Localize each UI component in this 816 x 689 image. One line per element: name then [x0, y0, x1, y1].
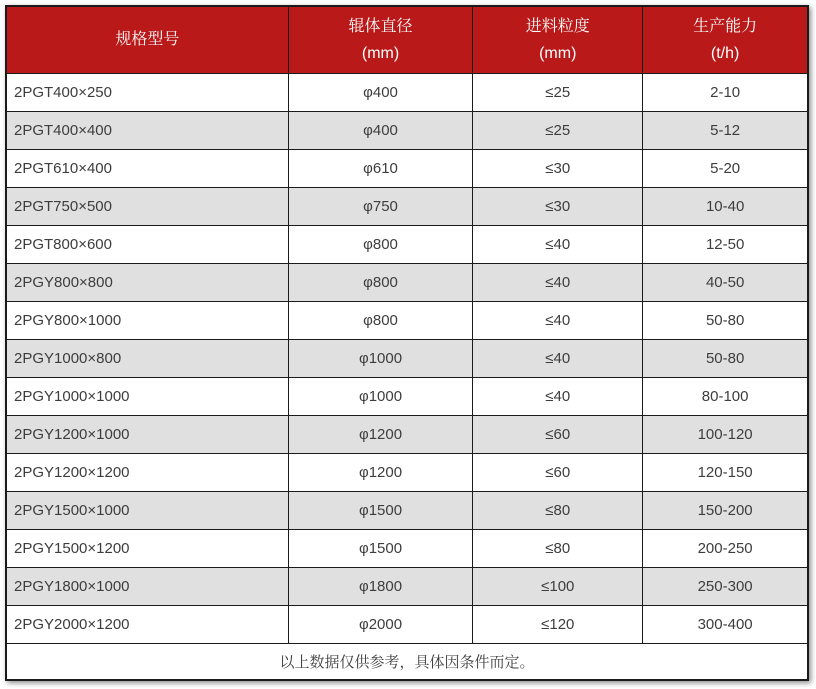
- header-row: [6, 6, 808, 73]
- feed-size-cell: ≤80: [473, 491, 643, 529]
- spec-table: [5, 5, 809, 681]
- table-footer: [6, 643, 808, 680]
- diameter-cell: φ1500: [288, 491, 472, 529]
- table-row: [6, 415, 808, 453]
- header-diameter-unit: (mm): [361, 44, 400, 62]
- header-feed-size-label: 进料粒度: [525, 17, 590, 35]
- diameter-cell: φ2000: [288, 605, 472, 643]
- header-capacity-unit: (t/h): [710, 44, 740, 62]
- capacity-cell: 50-80: [643, 339, 808, 377]
- capacity-cell: 100-120: [643, 415, 808, 453]
- model-cell: 2PGY800×800: [6, 263, 288, 301]
- table-row: [6, 225, 808, 263]
- feed-size-cell: ≤40: [473, 339, 643, 377]
- footer-row: [6, 643, 808, 680]
- capacity-cell: 5-20: [643, 149, 808, 187]
- table-row: [6, 453, 808, 491]
- feed-size-cell: ≤40: [473, 377, 643, 415]
- model-cell: 2PGY800×1000: [6, 301, 288, 339]
- model-cell: 2PGT400×250: [6, 73, 288, 111]
- capacity-cell: 80-100: [643, 377, 808, 415]
- table-row: [6, 263, 808, 301]
- model-cell: 2PGY1500×1000: [6, 491, 288, 529]
- capacity-cell: 12-50: [643, 225, 808, 263]
- table-row: [6, 605, 808, 643]
- model-cell: 2PGT750×500: [6, 187, 288, 225]
- model-cell: 2PGY1800×1000: [6, 567, 288, 605]
- header-model: [6, 6, 288, 73]
- feed-size-cell: ≤60: [473, 415, 643, 453]
- capacity-cell: 5-12: [643, 111, 808, 149]
- feed-size-cell: ≤60: [473, 453, 643, 491]
- feed-size-cell: ≤30: [473, 149, 643, 187]
- table-row: [6, 187, 808, 225]
- capacity-cell: 50-80: [643, 301, 808, 339]
- diameter-cell: φ1000: [288, 377, 472, 415]
- diameter-cell: φ400: [288, 73, 472, 111]
- diameter-cell: φ1800: [288, 567, 472, 605]
- feed-size-cell: ≤25: [473, 73, 643, 111]
- diameter-cell: φ400: [288, 111, 472, 149]
- model-cell: 2PGY1200×1000: [6, 415, 288, 453]
- feed-size-cell: ≤120: [473, 605, 643, 643]
- capacity-cell: 300-400: [643, 605, 808, 643]
- model-cell: 2PGY2000×1200: [6, 605, 288, 643]
- table-row: [6, 73, 808, 111]
- table-row: [6, 339, 808, 377]
- footer-note: 以上数据仅供参考，具体因条件而定。: [6, 643, 808, 680]
- feed-size-cell: ≤40: [473, 301, 643, 339]
- feed-size-cell: ≤30: [473, 187, 643, 225]
- table-header: [6, 6, 808, 73]
- table-row: [6, 567, 808, 605]
- model-cell: 2PGT610×400: [6, 149, 288, 187]
- capacity-cell: 250-300: [643, 567, 808, 605]
- header-feed-size-unit: (mm): [539, 44, 577, 62]
- header-diameter-label: 辊体直径: [348, 17, 413, 35]
- table-row: [6, 149, 808, 187]
- header-model-label: 规格型号: [115, 31, 180, 49]
- table-row: [6, 301, 808, 339]
- feed-size-cell: ≤25: [473, 111, 643, 149]
- table-row: [6, 377, 808, 415]
- feed-size-cell: ≤40: [473, 225, 643, 263]
- model-cell: 2PGT400×400: [6, 111, 288, 149]
- capacity-cell: 200-250: [643, 529, 808, 567]
- diameter-cell: φ1500: [288, 529, 472, 567]
- spec-table-container: [5, 5, 809, 681]
- table-row: [6, 111, 808, 149]
- model-cell: 2PGY1200×1200: [6, 453, 288, 491]
- header-feed-size: [473, 6, 643, 73]
- capacity-cell: 120-150: [643, 453, 808, 491]
- feed-size-cell: ≤40: [473, 263, 643, 301]
- capacity-cell: 150-200: [643, 491, 808, 529]
- model-cell: 2PGY1000×800: [6, 339, 288, 377]
- diameter-cell: φ750: [288, 187, 472, 225]
- model-cell: 2PGY1500×1200: [6, 529, 288, 567]
- diameter-cell: φ800: [288, 263, 472, 301]
- model-cell: 2PGT800×600: [6, 225, 288, 263]
- diameter-cell: φ610: [288, 149, 472, 187]
- model-cell: 2PGY1000×1000: [6, 377, 288, 415]
- table-body: [6, 73, 808, 643]
- capacity-cell: 10-40: [643, 187, 808, 225]
- diameter-cell: φ800: [288, 301, 472, 339]
- feed-size-cell: ≤100: [473, 567, 643, 605]
- capacity-cell: 2-10: [643, 73, 808, 111]
- diameter-cell: φ1200: [288, 453, 472, 491]
- header-capacity-label: 生产能力: [693, 17, 758, 35]
- table-row: [6, 491, 808, 529]
- feed-size-cell: ≤80: [473, 529, 643, 567]
- header-diameter: [288, 6, 472, 73]
- diameter-cell: φ800: [288, 225, 472, 263]
- table-row: [6, 529, 808, 567]
- header-capacity: [643, 6, 808, 73]
- capacity-cell: 40-50: [643, 263, 808, 301]
- diameter-cell: φ1200: [288, 415, 472, 453]
- diameter-cell: φ1000: [288, 339, 472, 377]
